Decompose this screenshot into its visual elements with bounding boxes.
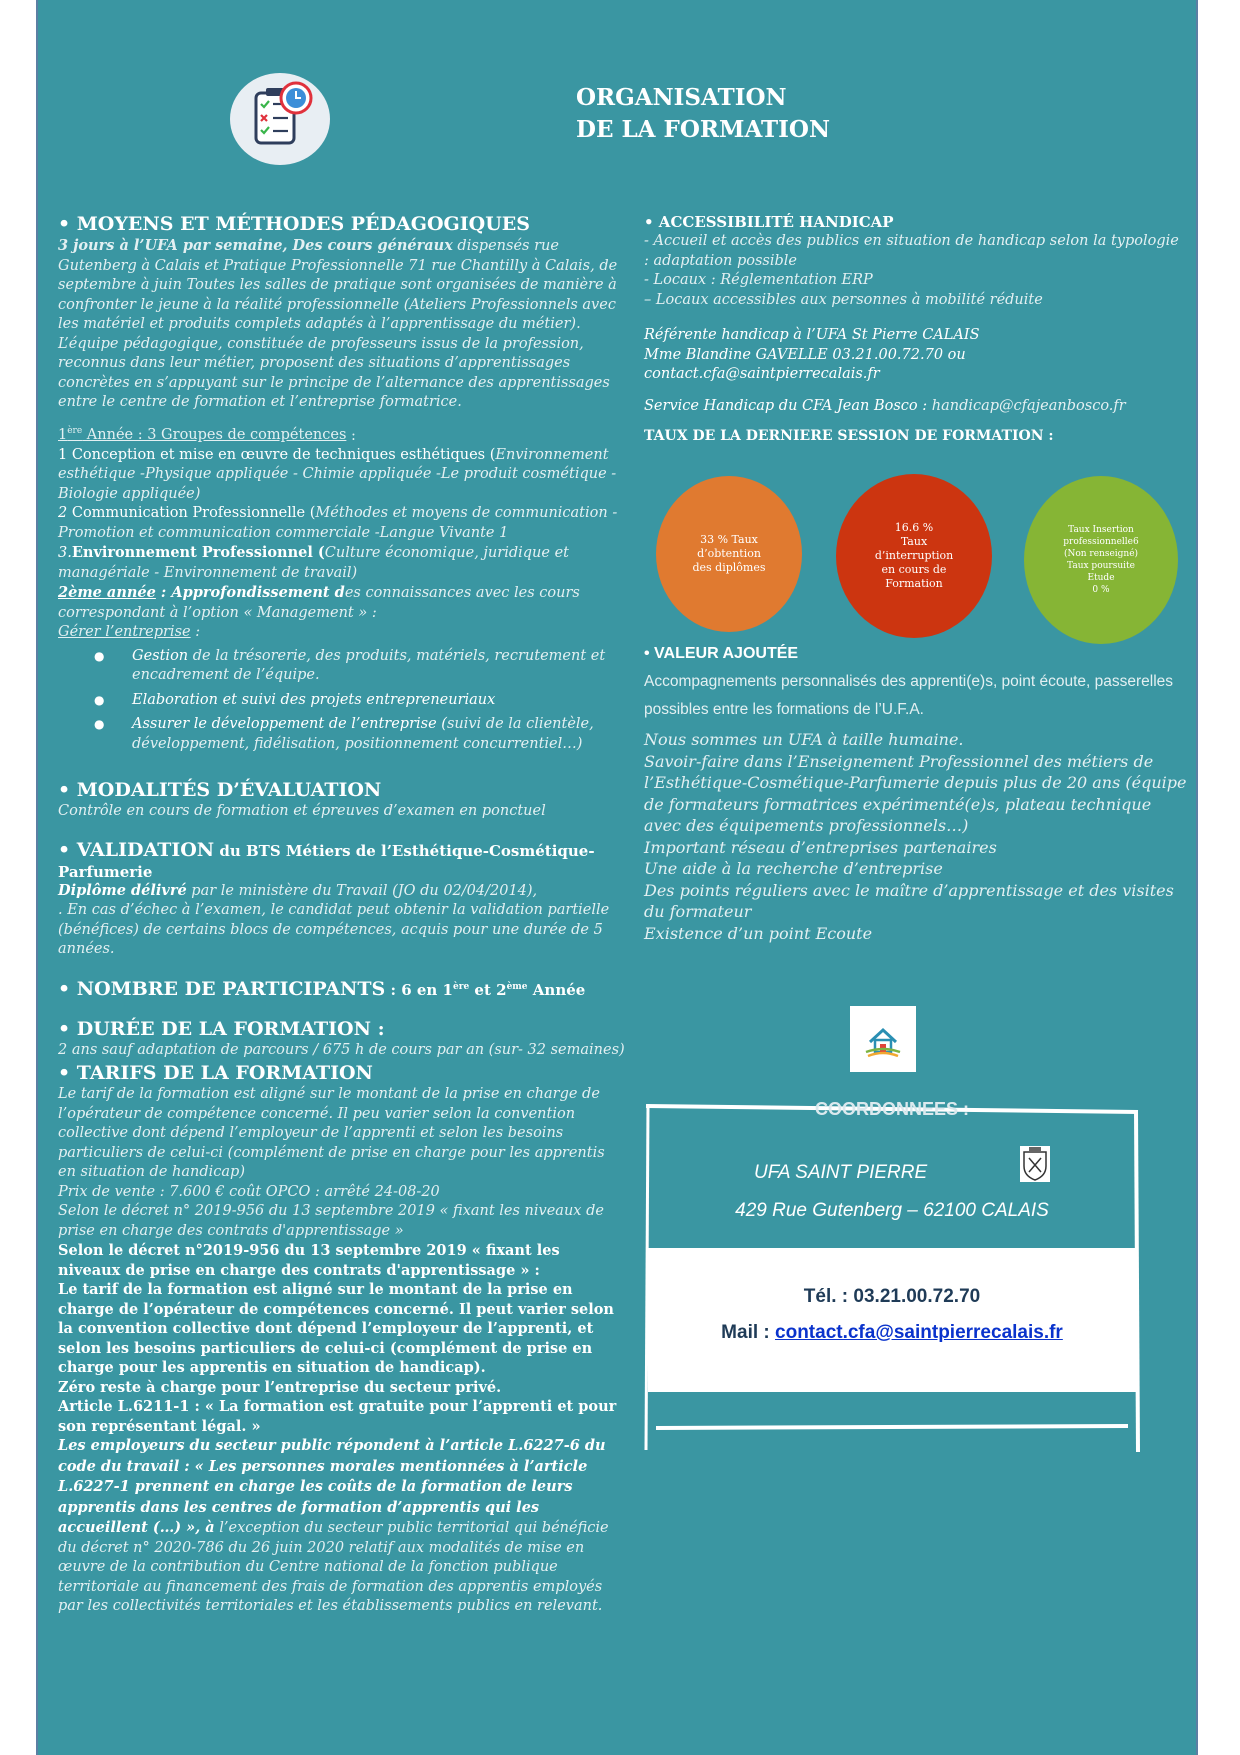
- circle-line: Formation: [885, 577, 943, 590]
- tarifs-p8-rest: l’exception du secteur public territorial qui bénéficie du décret n° 2020-786 du 26 juin 2020 relatif aux modalités de mise en œuvre de la contribution du Centre national de la fonction publique territoriale au financement des frais de formation des apprentis employés par les collectivités territoriales et les établissements publics en relevant.: [58, 1520, 609, 1615]
- taux-heading: TAUX DE LA DERNIERE SESSION DE FORMATION :: [644, 428, 1054, 444]
- competence-3-num: 3.: [58, 545, 72, 562]
- list-item: [132, 647, 626, 686]
- circle-line: Taux poursuite: [1067, 561, 1135, 571]
- gerer-colon: :: [190, 624, 201, 641]
- competence-2-detail: Méthodes et moyens de communication -Promotion et communication commerciale -Langue Vivante 1: [58, 505, 618, 541]
- checklist-clock-icon: [230, 73, 330, 165]
- circle-line: d’interruption: [874, 549, 954, 562]
- competence-1: [58, 446, 626, 505]
- duree-colon: :: [370, 1017, 385, 1040]
- valeur-heading: • VALEUR AJOUTÉE: [644, 645, 799, 662]
- competence-1-label: 1 Conception et mise en œuvre de techniques esthétiques (: [58, 446, 496, 463]
- ufa-address: 429 Rue Gutenberg – 62100 CALAIS: [735, 1200, 1049, 1221]
- gerer-entreprise: [58, 623, 626, 643]
- moyens-heading: • MOYENS ET MÉTHODES PÉDAGOGIQUES: [58, 213, 530, 235]
- list-item: Savoir-faire dans l’Enseignement Professionnel des métiers de l’Esthétique-Cosmétique-Parfumerie depuis plus de 20 ans (équipe de formateurs formatrices expérimenté(e)s, plateau technique avec des équipements professionnels…): [644, 751, 1187, 835]
- mail-label: Mail :: [721, 1322, 776, 1343]
- validation-heading: [58, 838, 626, 881]
- page-title-line1: ORGANISATION: [576, 84, 787, 111]
- moyens-lead: 3 jours à l’UFA par semaine, Des cours généraux: [58, 237, 453, 254]
- valeur-list: [644, 729, 1192, 944]
- moyens-text: [58, 236, 626, 413]
- page-title-line2: DE LA FORMATION: [576, 116, 830, 143]
- tarifs-p7: Article L.6211-1 : « La formation est gratuite pour l’apprenti et pour son représentant légal. »: [58, 1398, 617, 1435]
- participants-rest2: et 2: [469, 980, 507, 999]
- diplome-rest: par le ministère du Travail (JO du 02/04/2014),: [186, 882, 538, 899]
- bullet-list: [58, 647, 626, 755]
- stat-circle-interruption: [836, 474, 992, 638]
- bullet-rest: suivi de la clientèle, développement, fidélisation, positionnement concurrentiel…): [132, 716, 594, 752]
- participants-sup1: ère: [453, 981, 470, 992]
- competence-2-num: 2: [58, 505, 72, 522]
- contact-tel[interactable]: Tél. : 03.21.00.72.70: [803, 1286, 981, 1307]
- annee2-bold: : Approfondissement d: [155, 584, 345, 602]
- contact-panel: [648, 1248, 1136, 1392]
- competence-3: [58, 543, 626, 583]
- coordonnees-heading: COORDONNEES :: [814, 1099, 969, 1119]
- access-line3: – Locaux accessibles aux personnes à mobilité réduite: [644, 291, 1043, 308]
- access-line2: - Locaux : Réglementation ERP: [644, 272, 873, 288]
- circle-line: en cours de: [881, 563, 947, 576]
- tarifs-p4: Selon le décret n°2019-956 du 13 septembre 2019 « fixant les niveaux de prise en charge des contrats d'apprentissage » :: [58, 1242, 560, 1279]
- contact-mail-line: [648, 1322, 1136, 1344]
- circle-line: Etude: [1087, 573, 1115, 583]
- duree-heading-text: • DURÉE DE LA FORMATION: [58, 1017, 371, 1040]
- participants: [58, 977, 626, 1001]
- competence-1-detail: Environnement esthétique -Physique appliquée - Chimie appliquée -Le produit cosmétique -Biologie appliquée): [58, 446, 617, 502]
- page-title: [576, 82, 830, 146]
- list-item: Existence d’un point Ecoute: [644, 923, 873, 943]
- tarifs-p3: Selon le décret n° 2019-956 du 13 septembre 2019 « fixant les niveaux de prise en charge des contrats d'apprentissage »: [58, 1203, 604, 1239]
- service-mail: handicap@cfajeanbosco.fr: [931, 397, 1126, 414]
- annee2-rest: es connaissances avec les cours correspondant à l’option « Management » :: [58, 585, 580, 621]
- circle-line: des diplômes: [692, 561, 766, 574]
- evaluation-heading: • MODALITÉS D’ÉVALUATION: [58, 779, 382, 802]
- annee1-sup: ère: [67, 426, 83, 437]
- mail-link[interactable]: contact.cfa@saintpierrecalais.fr: [775, 1322, 1063, 1343]
- participants-heading: • NOMBRE DE PARTICIPANTS: [58, 977, 386, 1000]
- referent-line2: Mme Blandine GAVELLE 03.21.00.72.70 ou contact.cfa@saintpierrecalais.fr: [644, 346, 966, 382]
- valeur-section: [644, 644, 1192, 944]
- competence-3-detail: Culture économique, juridique et managériale - Environnement de travail): [58, 545, 569, 581]
- validation-heading-small: du BTS Métiers de l’Esthétique-Cosmétique-Parfumerie: [58, 841, 595, 881]
- service-label: Service Handicap du CFA Jean Bosco :: [644, 397, 932, 414]
- duree-text: 2 ans sauf adaptation de parcours / 675 h de cours par an (sur- 32 semaines): [58, 1041, 625, 1058]
- circle-line: Taux Insertion: [1068, 525, 1134, 535]
- diplome-label: Diplôme délivré: [58, 881, 187, 899]
- valeur-p1: Accompagnements personnalisés des apprenti(e)s, point écoute, passerelles possibles entre les formations de l’U.F.A.: [644, 673, 1174, 718]
- list-item: [132, 715, 626, 754]
- moyens-body: dispensés rue Gutenberg à Calais et Pratique Professionnelle 71 rue Chantilly à Calais, de septembre à juin Toutes les salles de pratique sont organisées de manière à confronter le jeune à la réalité professionnelle (Ateliers Professionnels avec les matériel et produits complets adaptés à l’apprentissage du métier). L’équipe pédagogique, constituée de professeurs issus de la profession, reconnus dans leur métier, proposent des situations d’apprentissages concrètes en s’appuyant sur le principe de l’alternance des apprentissages entre le centre de formation et l’entreprise formatrice.: [58, 238, 618, 410]
- list-item: Nous sommes un UFA à taille humaine.: [644, 730, 964, 749]
- annee2: [58, 583, 626, 623]
- validation-text: . En cas d’échec à l’examen, le candidat peut obtenir la validation partielle (bénéfices) de certains blocs de compétences, acquis pour une durée de 5 années.: [58, 902, 610, 958]
- tarifs-p5: Le tarif de la formation est aligné sur le montant de la prise en charge de l’opérateur de compétences concerné. Il peut varier selon la convention collective dont dépend l’employeur de l’apprenti, et selon les besoins particuliers de celui-ci (complément de prise en charge pour les apprentis en situation de handicap).: [58, 1281, 614, 1377]
- annee1-num: 1: [58, 427, 68, 444]
- competence-3-label: Environnement Professionnel (: [71, 544, 325, 562]
- circle-line: 33 % Taux: [700, 533, 758, 546]
- competence-2-label: Communication Professionnelle (: [71, 505, 316, 522]
- tarifs-p8: [58, 1436, 626, 1617]
- tarifs-p1: Le tarif de la formation est aligné sur le montant de la prise en charge de l’opérateur de compétence concerné. Il peu varier selon la convention collective dont dépend l’employeur de l’apprenti et selon les besoins particuliers de celui-ci (complément de prise en charge pour les apprentis en situation de handicap): [58, 1086, 605, 1181]
- page-sheet: [36, 0, 1198, 1755]
- circle-line: d’obtention: [697, 547, 761, 560]
- circle-line: Taux: [900, 535, 928, 548]
- participants-rest3: Année: [527, 980, 586, 999]
- tarifs-p6: Zéro reste à charge pour l’entreprise du secteur privé.: [58, 1378, 502, 1396]
- list-item: Des points réguliers avec le maître d’apprentissage et des visites du formateur: [644, 880, 1174, 921]
- circle-line: 16.6 %: [894, 521, 934, 534]
- list-item: [132, 691, 626, 711]
- bullet-lead: Elaboration et suivi des projets entrepreneuriaux: [132, 691, 496, 708]
- bullet-rest: de la trésorerie, des produits, matériels, recrutement et encadrement de l’équipe.: [132, 647, 606, 684]
- validation-heading-big: • VALIDATION: [58, 838, 215, 861]
- bullet-lead: Assurer le développement de l’entreprise (: [132, 716, 447, 733]
- house-logo-icon: [850, 1006, 916, 1072]
- gerer-label: Gérer l’entreprise: [58, 624, 191, 641]
- duree-heading: [58, 1017, 626, 1041]
- stat-circle-obtention: [656, 476, 802, 632]
- circle-line: (Non renseigné): [1063, 549, 1139, 559]
- validation-diplome: [58, 881, 626, 902]
- coordonnees-box: [644, 1099, 1140, 1452]
- right-column: [644, 212, 1184, 444]
- service-handicap: [644, 397, 1184, 417]
- bullet-lead: Gestion: [132, 647, 189, 664]
- participants-rest1: : 6 en 1: [385, 980, 453, 999]
- access-line1: - Accueil et accès des publics en situation de handicap selon la typologie : adaptation possible: [644, 233, 1179, 269]
- list-item: Une aide à la recherche d’entreprise: [644, 859, 943, 878]
- circle-line: professionnelle6: [1063, 537, 1139, 547]
- list-item: Important réseau d’entreprises partenaires: [644, 837, 997, 857]
- ufa-name: UFA SAINT PIERRE: [754, 1162, 928, 1183]
- competence-2: [58, 504, 626, 543]
- tarifs-p8-bold: Les employeurs du secteur public répondent à l’article L.6227-6 du code du travail : « Les personnes morales mentionnées à l’article L.6227-1 prennent en charge les coûts de la formation de leurs apprentis dans les centres de formation d’apprentis qui les accueillent (…) », à: [58, 1437, 606, 1537]
- evaluation-text: Contrôle en cours de formation et épreuves d’examen en ponctuel: [58, 803, 546, 820]
- stat-circle-insertion: [1024, 476, 1178, 644]
- left-column: [58, 212, 626, 1617]
- annee2-label: 2ème année: [58, 584, 156, 602]
- tarifs-heading: • TARIFS DE LA FORMATION: [58, 1062, 373, 1085]
- annee1-colon: :: [346, 427, 356, 444]
- tarifs-p2: Prix de vente : 7.600 € coût OPCO : arrêté 24-08-20: [58, 1183, 440, 1200]
- crest-icon: [1020, 1146, 1050, 1182]
- circle-line: 0 %: [1092, 585, 1110, 595]
- access-heading: • ACCESSIBILITÉ HANDICAP: [644, 213, 894, 231]
- participants-sup2: ème: [506, 981, 528, 992]
- annee1-heading: [58, 423, 626, 446]
- annee1-rest: Année : 3 Groupes de compétences: [82, 427, 347, 444]
- referent-line1: Référente handicap à l’UFA St Pierre CALAIS: [644, 327, 980, 343]
